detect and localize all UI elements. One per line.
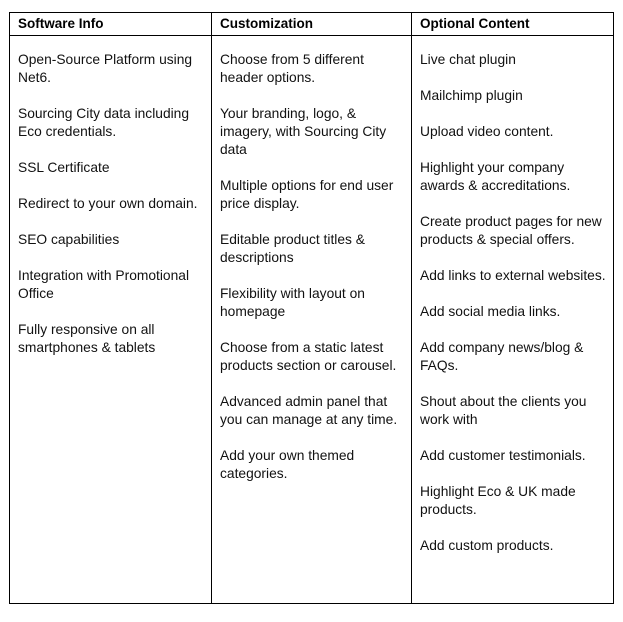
column-body-optional-content: [412, 36, 613, 603]
feature-item: Live chat plugin: [420, 52, 516, 67]
column-optional-content: [411, 13, 613, 603]
feature-item: Create product pages for new products & special offers.: [420, 214, 602, 247]
feature-item: Add custom products.: [420, 538, 554, 553]
feature-item: Add links to external websites.: [420, 268, 606, 283]
column-body-software-info: [10, 36, 211, 603]
feature-item: Upload video content.: [420, 124, 554, 139]
feature-table: [9, 12, 614, 604]
feature-item: Advanced admin panel that you can manage at any time.: [220, 394, 398, 427]
column-header-software-info: Software Info: [10, 13, 211, 36]
column-customization: [211, 13, 411, 603]
feature-item: Add customer testimonials.: [420, 448, 586, 463]
feature-item: Open-Source Platform using Net6.: [18, 52, 193, 85]
column-body-customization: [212, 36, 411, 603]
feature-item: Your branding, logo, & imagery, with Sourcing City data: [220, 106, 387, 157]
feature-item: SSL Certificate: [18, 160, 110, 175]
feature-item: Fully responsive on all smartphones & tablets: [18, 322, 156, 355]
feature-item: Choose from 5 different header options.: [220, 52, 364, 85]
column-header-customization: Customization: [212, 13, 411, 36]
feature-item: Mailchimp plugin: [420, 88, 523, 103]
column-software-info: [10, 13, 211, 603]
feature-item: Editable product titles & descriptions: [220, 232, 365, 265]
feature-item: Highlight your company awards & accreditations.: [420, 160, 571, 193]
feature-item: Multiple options for end user price display.: [220, 178, 394, 211]
column-header-optional-content: Optional Content: [412, 13, 613, 36]
feature-item: Add your own themed categories.: [220, 448, 355, 481]
feature-item: Highlight Eco & UK made products.: [420, 484, 576, 517]
feature-item: Shout about the clients you work with: [420, 394, 587, 427]
feature-item: Add company news/blog & FAQs.: [420, 340, 584, 373]
feature-item: Redirect to your own domain.: [18, 196, 198, 211]
feature-item: Sourcing City data including Eco credentials.: [18, 106, 190, 139]
feature-item: SEO capabilities: [18, 232, 120, 247]
feature-item: Flexibility with layout on homepage: [220, 286, 365, 319]
feature-item: Choose from a static latest products section or carousel.: [220, 340, 397, 373]
feature-item: Add social media links.: [420, 304, 561, 319]
feature-item: Integration with Promotional Office: [18, 268, 190, 301]
